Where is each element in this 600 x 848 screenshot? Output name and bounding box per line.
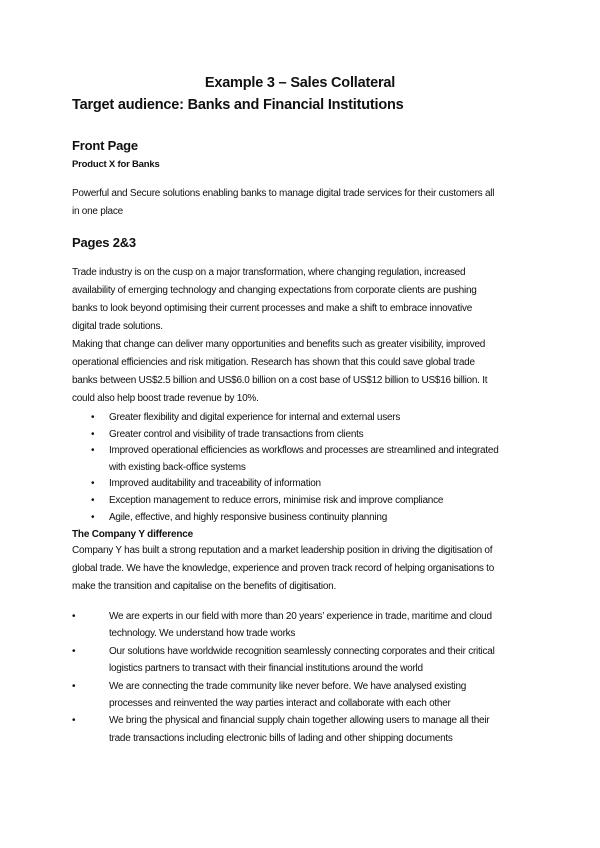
list-item-text: processes and reinvented the way parties interact and collaborate with each other: [109, 698, 451, 710]
list-item: [0, 510, 499, 527]
text-line: operational efficiencies and risk mitigation. Research has shown that this could save global trade: [72, 357, 475, 368]
list-item-text: We bring the physical and financial supply chain together allowing users to manage all their: [109, 715, 490, 727]
product-heading: Product X for Banks: [72, 159, 160, 170]
list-item: [0, 608, 495, 643]
list-item-text: logistics partners to transact with their financial institutions around the world: [109, 663, 423, 675]
text-line: banks to look beyond optimising their current processes and make a shift to embrace innovative: [72, 303, 473, 314]
list-item: [0, 493, 499, 510]
document-subtitle: Target audience: Banks and Financial Institutions: [72, 97, 404, 113]
text-line: make the transition and capitalise on the benefits of digitisation.: [72, 581, 336, 592]
document-title: Example 3 – Sales Collateral: [204, 75, 396, 91]
text-line: Company Y has built a strong reputation and a market leadership position in driving the digitisation of: [72, 545, 493, 556]
list-item-text: Greater control and visibility of trade transactions from clients: [109, 428, 364, 440]
list-item-text: Our solutions have worldwide recognition seamlessly connecting corporates and their critical: [109, 645, 495, 657]
bullet-icon: •: [91, 511, 95, 523]
list-item: [0, 678, 495, 713]
bullet-icon: •: [91, 494, 95, 506]
front-page-tagline: [72, 185, 542, 221]
text-line: digital trade solutions.: [72, 321, 163, 332]
text-line: availability of emerging technology and changing expectations from corporate clients are pushing: [72, 285, 477, 296]
bullet-icon: •: [91, 445, 95, 457]
list-item: [0, 712, 495, 747]
list-item-text: Agile, effective, and highly responsive business continuity planning: [109, 511, 387, 523]
bullet-icon: •: [72, 645, 76, 657]
list-item: [0, 476, 499, 493]
text-line: banks between US$2.5 billion and US$6.0 billion on a cost base of US$12 billion to US$16 billion. It: [72, 375, 488, 386]
list-item-text: with existing back-office systems: [109, 461, 246, 473]
list-item: [0, 410, 499, 427]
list-item-text: Improved auditability and traceability of information: [109, 478, 321, 490]
benefits-paragraph: [72, 336, 542, 408]
list-item-text: technology. We understand how trade works: [109, 628, 296, 640]
list-item-text: Greater flexibility and digital experience for internal and external users: [109, 412, 401, 423]
bullet-icon: •: [91, 478, 95, 490]
pages-intro-paragraph: [72, 264, 542, 336]
list-item: [0, 427, 499, 444]
bullet-icon: •: [91, 412, 95, 423]
bullet-icon: •: [72, 611, 76, 622]
text-line: Powerful and Secure solutions enabling banks to manage digital trade services for their customers all: [72, 188, 495, 199]
list-item: [0, 643, 495, 678]
company-y-bullet-list: [0, 608, 495, 747]
bullet-icon: •: [72, 715, 76, 727]
pages-2-3-heading: Pages 2&3: [72, 235, 136, 250]
text-line: could also help boost trade revenue by 10%.: [72, 393, 259, 404]
benefit-bullet-list: [0, 410, 499, 526]
text-line: global trade. We have the knowledge, experience and proven track record of helping organisations to: [72, 563, 495, 574]
text-line: in one place: [72, 206, 123, 217]
list-item-text: We are experts in our field with more than 20 years’ experience in trade, maritime and cloud: [109, 611, 492, 622]
text-line: Trade industry is on the cusp on a major transformation, where changing regulation, increased: [72, 267, 466, 278]
list-item-text: Exception management to reduce errors, minimise risk and improve compliance: [109, 494, 444, 506]
company-y-paragraph: [72, 542, 542, 596]
front-page-heading: Front Page: [72, 138, 138, 153]
list-item: [0, 443, 499, 476]
bullet-icon: •: [72, 680, 76, 692]
text-line: Making that change can deliver many opportunities and benefits such as greater visibility, improved: [72, 339, 486, 350]
bullet-icon: •: [91, 428, 95, 440]
list-item-text: trade transactions including electronic bills of lading and other shipping documents: [109, 732, 453, 744]
list-item-text: We are connecting the trade community like never before. We have analysed existing: [109, 680, 467, 692]
list-item-text: Improved operational efficiencies as workflows and processes are streamlined and integrated: [109, 445, 499, 457]
company-y-heading: The Company Y difference: [72, 529, 193, 540]
